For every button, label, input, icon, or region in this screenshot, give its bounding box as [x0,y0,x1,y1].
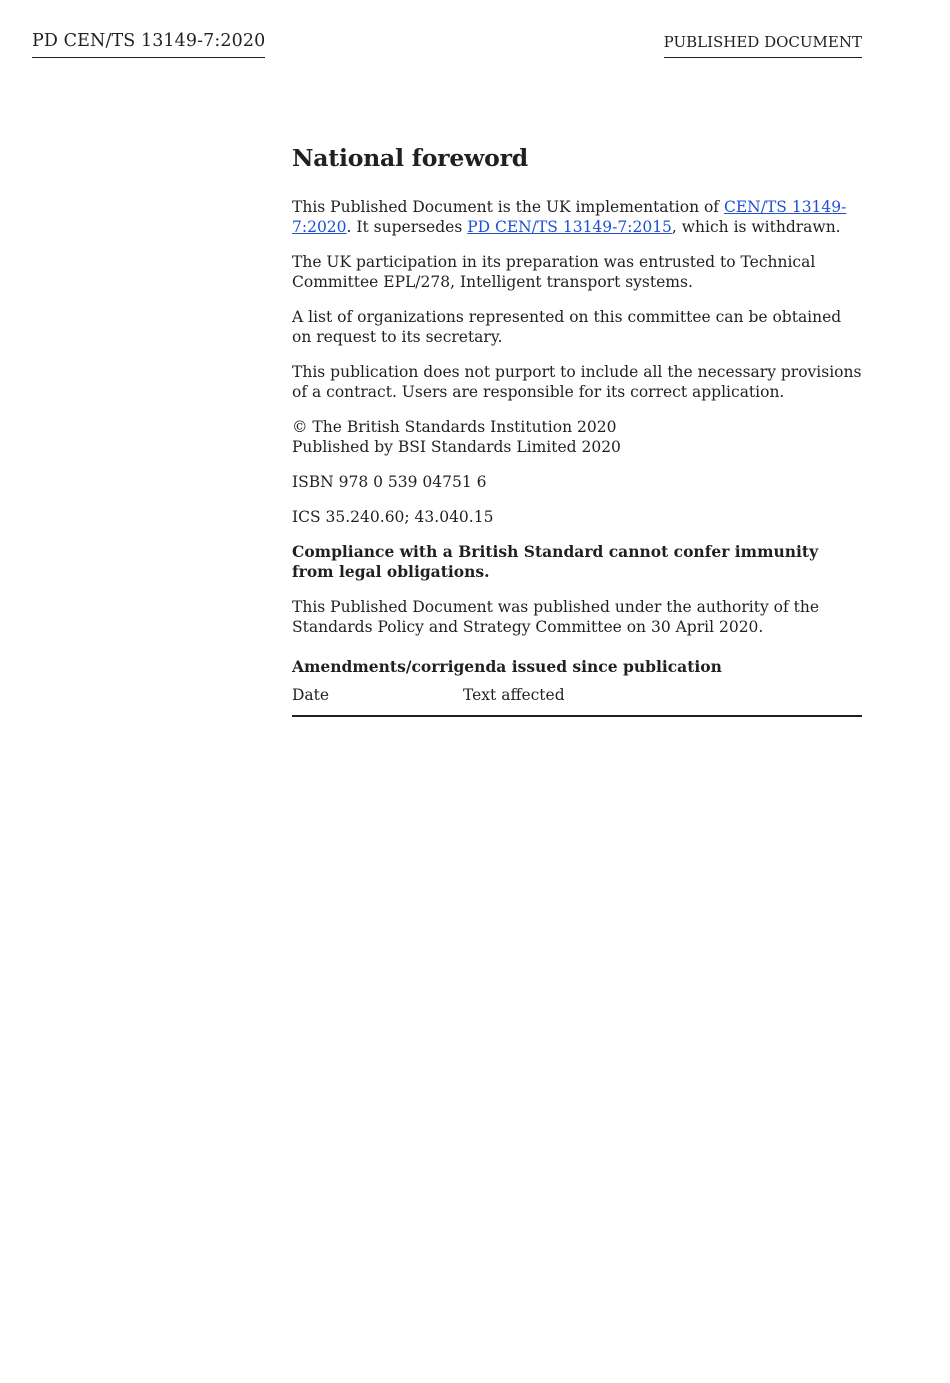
isbn: ISBN 978 0 539 04751 6 [292,473,487,491]
national-foreword-section [292,143,862,717]
amendments-table [292,685,862,717]
implementation-paragraph [292,197,862,237]
pd-cen-ts-2015-link[interactable]: PD CEN/TS 13149-7:2015 [467,218,672,236]
amendments-date-header: Date [292,686,330,704]
header-document-type: PUBLISHED DOCUMENT [664,33,862,58]
committee-paragraph: The UK participation in its preparation was entrusted to Technical Committee EPL/278, Intelligent transport systems. [292,253,816,291]
page-title: National foreword [292,144,529,172]
implementation-text-2: . It supersedes [346,218,468,236]
amendments-title: Amendments/corrigenda issued since publication [292,657,722,676]
authority-paragraph: This Published Document was published under the authority of the Standards Policy and Strategy Committee on 30 April 2020. [292,598,820,636]
header-document-id: PD CEN/TS 13149-7:2020 [32,31,265,58]
organizations-paragraph: A list of organizations represented on this committee can be obtained on request to its secretary. [292,308,842,346]
cen-ts-2020-link[interactable]: CEN/TS 13149-7:2020 [292,198,847,236]
provisions-paragraph: This publication does not purport to include all the necessary provisions of a contract. Users are responsible for its correct application. [292,363,862,401]
publisher-line: Published by BSI Standards Limited 2020 [292,438,621,456]
amendments-text-header: Text affected [463,686,565,704]
compliance-statement: Compliance with a British Standard cannot confer immunity from legal obligations. [292,542,819,581]
copyright-line: © The British Standards Institution 2020 [292,418,617,436]
implementation-text-3: , which is withdrawn. [671,218,841,236]
implementation-text-1: This Published Document is the UK implementation of [292,198,724,216]
copyright-block [292,417,862,457]
ics: ICS 35.240.60; 43.040.15 [292,508,494,526]
